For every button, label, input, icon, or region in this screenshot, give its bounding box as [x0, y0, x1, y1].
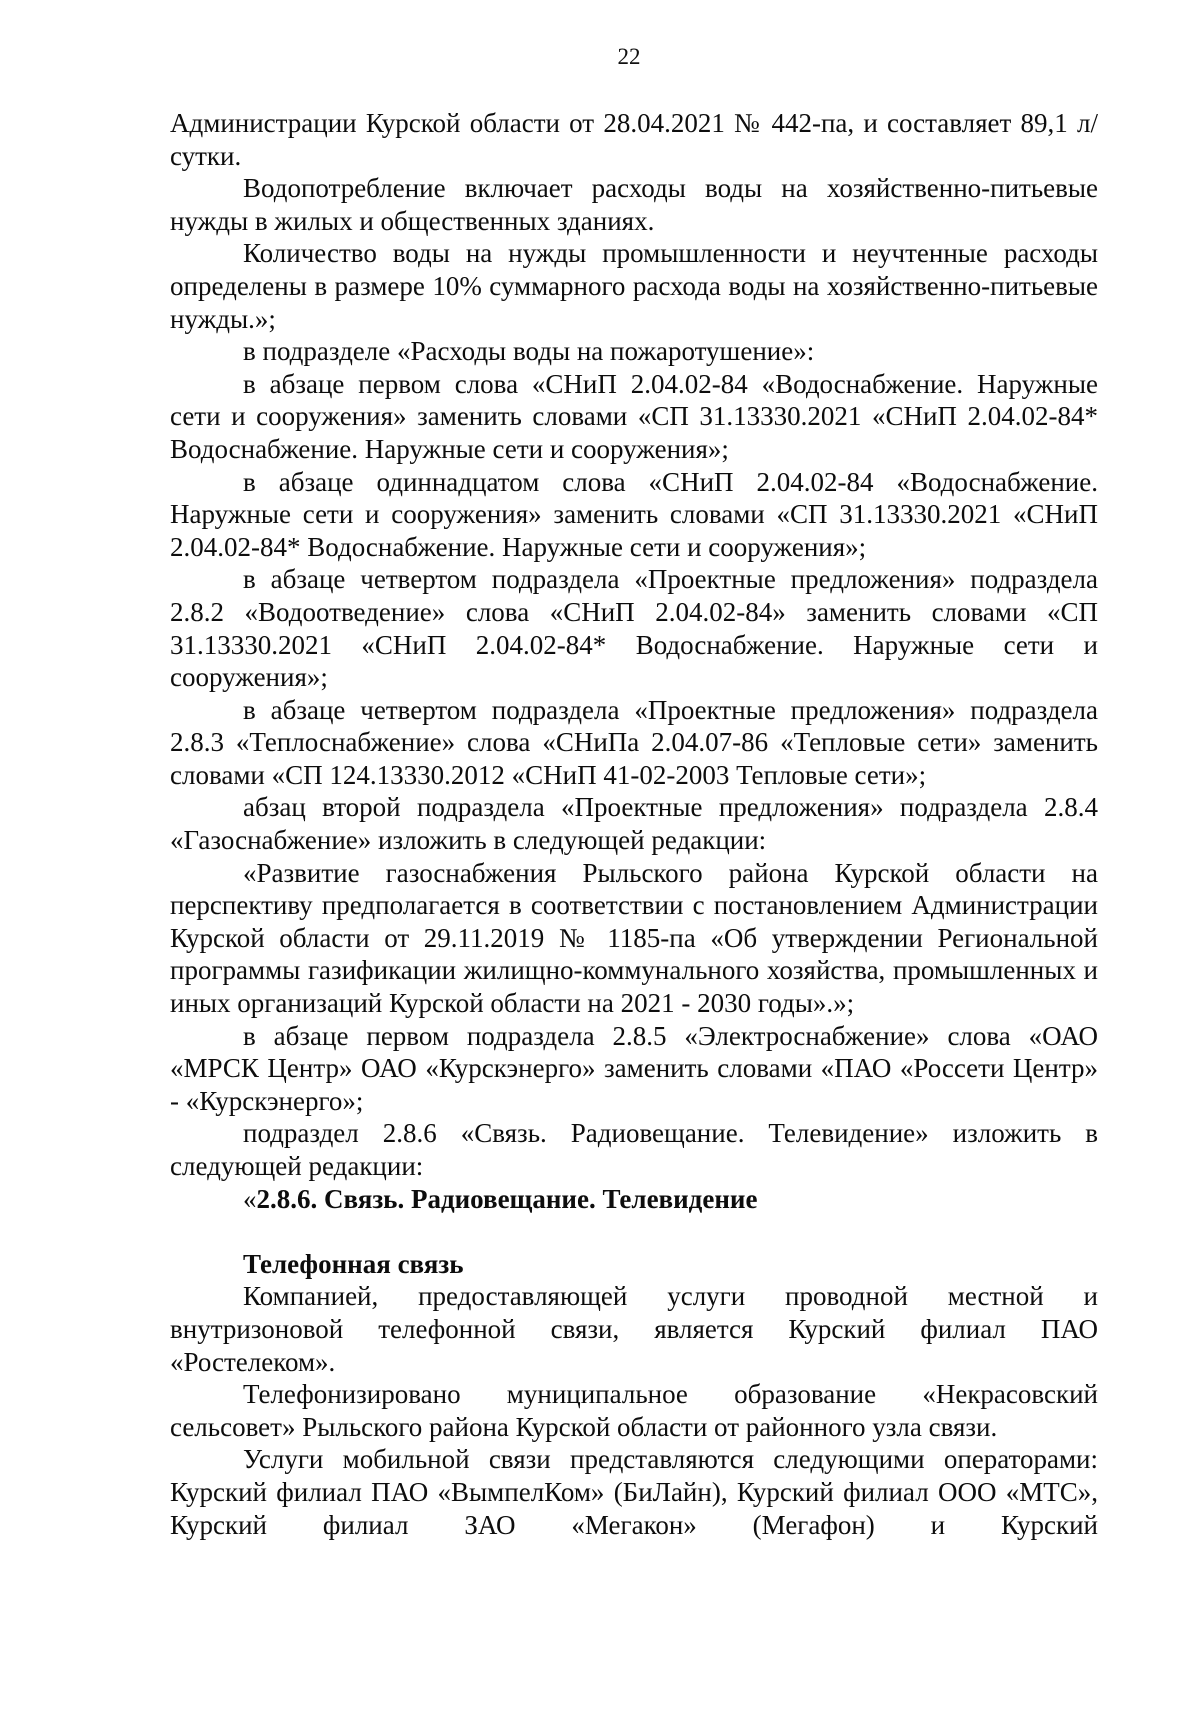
paragraph: в абзаце четвертом подраздела «Проектные предложения» подраздела 2.8.3 «Теплоснабжение» слова «СНиПа 2.04.07-86 «Тепловые сети» заменить словами «СП 124.13330.2012 «СНиП 41-02-2003 Тепловые сети»; [170, 694, 1098, 790]
paragraph: абзац второй подраздела «Проектные предложения» подраздела 2.8.4 «Газоснабжение» изложить в следующей редакции: [170, 792, 1098, 856]
section-heading-quote: « [243, 1183, 257, 1214]
paragraph: в абзаце первом слова «СНиП 2.04.02-84 «Водоснабжение. Наружные сети и сооружения» заменить словами «СП 31.13330.2021 «СНиП 2.04.02-84* Водоснабжение. Наружные сети и сооружения»; [170, 368, 1098, 464]
section-heading-text: 2.8.6. Связь. Радиовещание. Телевидение [256, 1183, 758, 1214]
blank-line [170, 1215, 1098, 1248]
paragraph: подраздел 2.8.6 «Связь. Радиовещание. Телевидение» изложить в следующей редакции: [170, 1118, 1098, 1181]
section-heading [170, 1183, 1098, 1216]
page-number: 22 [617, 44, 641, 69]
paragraph: Количество воды на нужды промышленности и неучтенные расходы определены в размере 10% суммарного расхода воды на хозяйственно-питьевые нужды.»; [170, 238, 1098, 334]
paragraph: в абзаце первом подраздела 2.8.5 «Электроснабжение» слова «ОАО «МРСК Центр» ОАО «Курскэнерго» заменить словами «ПАО «Россети Центр» - «Курскэнерго»; [170, 1020, 1098, 1116]
paragraph: в абзаце четвертом подраздела «Проектные предложения» подраздела 2.8.2 «Водоотведение» слова «СНиП 2.04.02-84» заменить словами «СП 31.13330.2021 «СНиП 2.04.02-84* Водоснабжение. Наружные сети и сооружения»; [170, 564, 1098, 693]
paragraph: Услуги мобильной связи представляются следующими операторами: Курский филиал ПАО «ВымпелКом» (БиЛайн), Курский филиал ООО «МТС», Курский филиал ЗАО «Мегакон» (Мегафон) и Курский [170, 1444, 1098, 1540]
paragraph: в подразделе «Расходы воды на пожаротушение»: [243, 336, 815, 367]
document-body [170, 107, 1098, 1541]
paragraph: Телефонизировано муниципальное образование «Некрасовский сельсовет» Рыльского района Курской области от районного узла связи. [170, 1379, 1098, 1442]
paragraph: Водопотребление включает расходы воды на хозяйственно-питьевые нужды в жилых и общественных зданиях. [170, 173, 1098, 236]
paragraph: «Развитие газоснабжения Рыльского района Курской области на перспективу предполагается в соответствии с постановлением Администрации Курской области от 29.11.2019 № 1185-па «Об утверждении Региональной программы газификации жилищно-коммунального хозяйства, промышленных и иных организаций Курской области на 2021 - 2030 годы».»; [170, 857, 1098, 1019]
paragraph: Администрации Курской области от 28.04.2021 № 442-па, и составляет 89,1 л/сутки. [170, 108, 1098, 171]
subheading: Телефонная связь [243, 1248, 464, 1279]
paragraph: Компанией, предоставляющей услуги проводной местной и внутризоновой телефонной связи, является Курский филиал ПАО «Ростелеком». [170, 1281, 1098, 1377]
paragraph: в абзаце одиннадцатом слова «СНиП 2.04.02-84 «Водоснабжение. Наружные сети и сооружения» заменить словами «СП 31.13330.2021 «СНиП 2.04.02-84* Водоснабжение. Наружные сети и сооружения»; [170, 466, 1098, 562]
